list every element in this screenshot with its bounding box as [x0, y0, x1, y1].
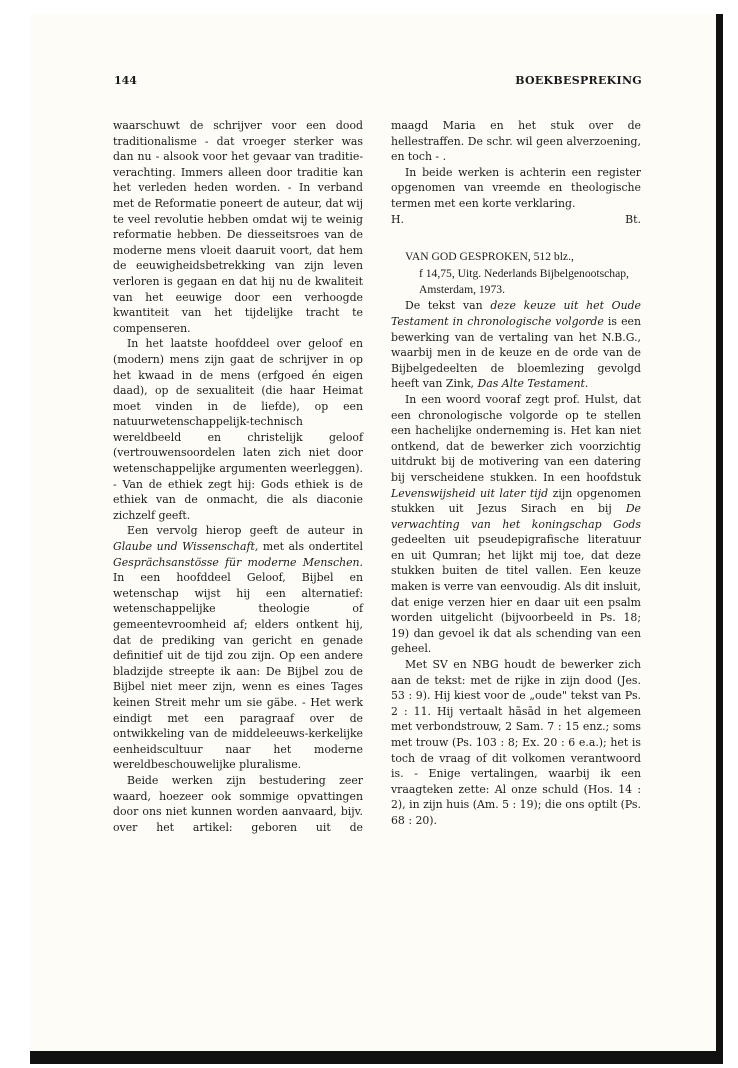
text-run: Beide werken zijn bestudering zeer waard, hoezeer ook sommige opvattingen door ons niet kunnen worden aanvaard, bijv. over het artikel: geboren uit de	[113, 773, 363, 834]
text-run: De tekst van	[405, 299, 491, 313]
paragraph	[113, 523, 363, 773]
book-subtitle: Gesprächsanstösse für moderne Menschen.	[113, 555, 363, 569]
text-run: met als ondertitel	[258, 540, 363, 554]
paragraph	[391, 392, 641, 657]
text-run: In het laatste hoofddeel over geloof en (modern) mens zijn gaat de schrijver in op het kwaad in de mens (erfgoed én eigen daad), op de sexualiteit (die haar Heimat moet vinden in de liefde), op een natuurwetenschappelijk-technisch wereldbeeld en christelijk geloof (vertrouwensoordelen laten zich niet door wetenschappelijke argumenten weerleggen). - Van de ethiek zegt hij: Gods ethiek is de ethiek van de onmacht, die als diaconie zichzelf geeft.	[113, 337, 363, 522]
paragraph	[391, 298, 641, 392]
page-edge-right	[716, 14, 723, 1064]
signature-initial: H.	[391, 212, 404, 226]
paragraph	[113, 773, 363, 835]
text-run: gedeelten uit pseudepigrafische literatuur en uit Qumran; het lijkt mij toe, dat deze stukken buiten de titel vallen. Een keuze maken is verre van eenvoudig. Als dit insluit, dat enige verzen hier en daar uit een psalm worden uitgelicht (bijvoorbeeld in Ps. 18; 19) dan gevoel ik dat als schending van een geheel.	[391, 533, 641, 656]
text-run: maagd Maria en het stuk over de hellestraffen. De schr. wil geen alverzoening, en toch - .	[391, 119, 641, 164]
text-run: Met SV en NBG houdt de bewerker zich aan de tekst: met de rijke in zijn dood (Jes. 53 : 9). Hij kiest voor de „oude" tekst van Ps. 2 : 11. Hij vertaalt hāsād in het algemeen met verbondstrouw, 2 Sam. 7 : 15 enz.; soms met trouw (Ps. 103 : 8; Ex. 20 : 6 e.a.); het is toch de vraag of dit volkomen verantwoord is. - Enige vertalingen, waarbij ik een vraagteken zette: Al onze schuld (Hos. 14 : 2), in zijn huis (Am. 5 : 19); die ons optilt (Ps. 68 : 20).	[391, 658, 641, 827]
paragraph	[113, 118, 363, 336]
text-run: In een woord vooraf zegt prof. Hulst, dat een chronologische volgorde op te stellen een hachelijke onderneming is. Het kan niet ontkend, dat de bewerker zich voorzichtig uitdrukt bij de motivering van een datering bij verscheidene stukken. In een hoofdstuk	[391, 392, 641, 484]
paragraph	[391, 165, 641, 212]
paragraph	[391, 657, 641, 829]
section-title: BOEKBESPREKING	[515, 74, 642, 87]
chapter-title: De verwachting van het koningschap Gods	[391, 502, 641, 531]
signature-initials: Bt.	[625, 212, 641, 226]
text-run: is een bewerking van de vertaling van het N.B.G., waarbij men in de keuze en de orde van de Bijbelgedeelten de bloemlezing gevolgd heeft van Zink,	[391, 314, 641, 391]
review-heading	[391, 249, 641, 298]
paragraph	[391, 118, 641, 165]
paragraph	[113, 336, 363, 523]
running-header	[114, 74, 642, 90]
book-title: Glaube und Wissenschaft,	[113, 540, 259, 554]
emphasis: deze keuze uit het Oude Testament in chronologische volgorde	[391, 299, 641, 328]
right-column	[391, 118, 641, 829]
chapter-title: Levenswijsheid uit later tijd	[391, 486, 549, 500]
page-edge-bottom	[30, 1051, 723, 1064]
left-column	[113, 118, 363, 835]
book-title: Das Alte Testament.	[477, 377, 589, 391]
review-heading-line: f 14,75, Uitg. Nederlands Bijbelgenootschap, Amsterdam, 1973.	[419, 266, 629, 296]
text-run: In een hoofddeel Geloof, Bijbel en wetenschap wijst hij een alternatief: wetenschappelijke theologie of gemeentevroomheid af; elders ontkent hij, dat de prediking van gericht en genade definitief uit de tijd zou zijn. Op een andere bladzijde streepte ik aan: De Bijbel zou de Bijbel niet meer zijn, wenn es eines Tages keinen Streit mehr um sie gäbe. - Het werk eindigt met een paragraaf over de ontwikkeling van de middeleeuws-kerkelijke eenheidscultuur naar het moderne wereldbeschouwelijke pluralisme.	[113, 571, 363, 772]
page-number: 144	[114, 74, 137, 87]
text-run: waarschuwt de schrijver voor een dood traditionalisme - dat vroeger sterker was dan nu - alsook voor het gevaar van traditie-verachting. Immers alleen door traditie kan het verleden heden worden. - In verband met de Reformatie poneert de auteur, dat wij te veel revolutie hebben omdat wij te weinig reformatie hebben. De diesseitsroes van de moderne mens vloeit daaruit voort, dat hem de eeuwigheidsbetrekking van zijn leven verloren is gegaan en dat hij nu de kwaliteit van het eeuwige door een verhoogde kwantiteit van het tijdelijke tracht te compenseren.	[113, 119, 363, 335]
text-run: Een vervolg hierop geeft de auteur in	[127, 524, 363, 538]
text-run: zijn opgenomen stukken uit Jezus Sirach en bij	[391, 486, 641, 516]
reviewer-signature	[391, 212, 641, 228]
text-run: In beide werken is achterin een register opgenomen van vreemde en theologische termen met een korte verklaring.	[391, 165, 641, 210]
review-heading-line: VAN GOD GESPROKEN, 512 blz.,	[405, 250, 574, 264]
